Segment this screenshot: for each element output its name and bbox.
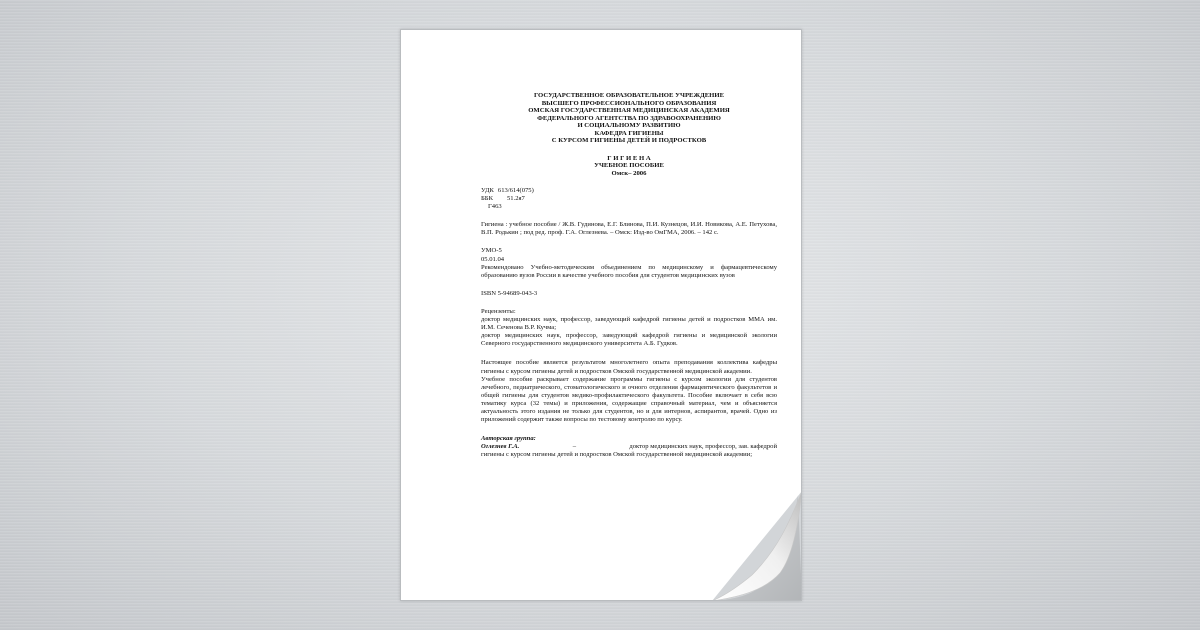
document-page	[400, 29, 802, 601]
udk-label: УДК	[481, 187, 494, 194]
document-content	[481, 92, 777, 459]
umo-number: 05.01.04	[481, 255, 505, 263]
catalog-code: Г463	[488, 203, 502, 211]
isbn: ISBN 5-94689-043-3	[481, 289, 538, 297]
header-line: С КУРСОМ ГИГИЕНЫ ДЕТЕЙ И ПОДРОСТКОВ	[551, 137, 707, 144]
author-dash: –	[572, 443, 576, 451]
reviewers-label: Рецензенты:	[481, 307, 516, 315]
udk-row	[481, 187, 777, 195]
description-paragraph: Учебное пособие раскрывает содержание программы гигиены с курсом экологии для студентов лечебного, педиатрического, стоматологического и очного отделения фармацевтического факультетов и общей гигиены для студентов медико-профилактического факультета. Пособие включает в себя всю тематику курса (32 темы) и приложения, содержащие справочный материал, чем и объясняется актуальность этого издания не только для студентов, но и для интернов, аспирантов, врачей. Одно из приложений содержит также вопросы по тестовому контролю по курсу.	[481, 375, 777, 424]
header-line: КАФЕДРА ГИГИЕНЫ	[594, 129, 664, 137]
author-name: Оглезнев Г.А.	[481, 443, 520, 451]
bibliographic-record: Гигиена : учебное пособие / Ж.В. Гудинова, Е.Г. Блинова, П.И. Кузнецов, И.И. Новикова, А.Е. Петухова, В.П. Родькин ; под ред. проф. Г.А. Оглезнева. – Омск: Изд-во ОмГМА, 2006. – 142 с.	[481, 221, 777, 237]
description-block	[481, 359, 777, 424]
author-row	[481, 443, 777, 451]
bbk-value: 51.2я7	[506, 195, 525, 203]
book-title: Г И Г И Е Н А	[607, 154, 651, 162]
umo-code: УМО-5	[481, 247, 502, 255]
author-desc-lead: доктор медицинских наук, профессор, зав. кафедрой	[629, 443, 777, 451]
udk-value: 613/614(075)	[497, 187, 534, 194]
umo-block	[481, 247, 777, 279]
header-line: ВЫСШЕГО ПРОФЕССИОНАЛЬНОГО ОБРАЗОВАНИЯ	[541, 99, 717, 107]
reviewers-block	[481, 308, 777, 348]
authors-label: Авторская группа:	[481, 435, 536, 443]
authors-block	[481, 435, 777, 459]
header-line: ФЕДЕРАЛЬНОГО АГЕНТСТВА ПО ЗДРАВООХРАНЕНИЮ	[537, 114, 721, 122]
title-block	[481, 155, 777, 178]
classification-block	[481, 187, 777, 211]
header-line: И СОЦИАЛЬНОМУ РАЗВИТИЮ	[577, 122, 681, 129]
page-curl-icon	[712, 491, 802, 601]
umo-recommendation: Рекомендовано Учебно-методическим объединением по медицинскому и фармацевтическому образованию вузов России в качестве учебного пособия для студентов медицинских вузов	[481, 263, 777, 279]
description-paragraph: Настоящее пособие является результатом многолетнего опыта преподавания коллектива кафедры гигиены с курсом гигиены детей и подростков Омской государственной медицинской академии.	[481, 359, 777, 375]
place-year: Омск– 2006	[611, 169, 647, 177]
header-line: ОМСКАЯ ГОСУДАРСТВЕННАЯ МЕДИЦИНСКАЯ АКАДЕМИЯ	[528, 107, 730, 114]
bbk-label: ББК	[481, 195, 493, 203]
header-line: ГОСУДАРСТВЕННОЕ ОБРАЗОВАТЕЛЬНОЕ УЧРЕЖДЕНИЕ	[533, 92, 725, 99]
institution-header	[481, 92, 777, 145]
bbk-row	[481, 195, 777, 203]
author-desc: гигиены с курсом гигиены детей и подростков Омской государственной медицинской академии;	[481, 451, 753, 459]
book-subtitle: УЧЕБНОЕ ПОСОБИЕ	[594, 162, 664, 169]
reviewer-first: доктор медицинских наук, профессор, заведующий кафедрой гигиены детей и подростков ММА им. И.М. Сеченова В.Р. Кучма;	[481, 316, 777, 332]
reviewer-second: доктор медицинских наук, профессор, заведующий кафедрой гигиены и медицинской экологии Северного государственного медицинского университета А.Б. Гудков.	[481, 332, 777, 348]
